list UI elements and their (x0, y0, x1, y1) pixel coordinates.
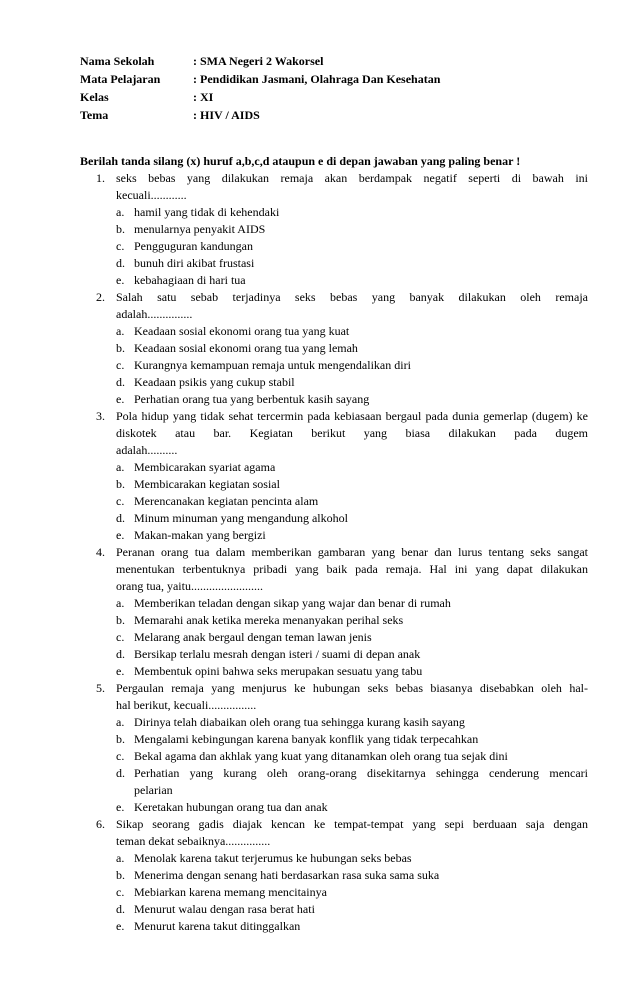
answer-option (116, 612, 588, 629)
question-item (80, 408, 588, 544)
question-number: 2. (96, 290, 105, 304)
option-text: Memarahi anak ketika mereka menanyakan perihal seks (134, 613, 404, 627)
option-letter: d. (116, 766, 125, 780)
option-letter: c. (116, 885, 125, 899)
option-text-line: pelarian (134, 783, 173, 797)
option-letter: a. (116, 324, 125, 338)
option-letter: c. (116, 239, 125, 253)
question-text-line: Sikap seorang gadis diajak kencan ke tempat-tempat yang sepi berduaan saja dengan (116, 817, 588, 831)
question-text-line: kecuali............ (116, 188, 187, 202)
option-text (134, 765, 588, 799)
answer-option (116, 867, 588, 884)
option-letter: b. (116, 477, 125, 491)
answer-option (116, 765, 588, 799)
answer-option (116, 595, 588, 612)
option-letter: a. (116, 715, 125, 729)
answer-option (116, 238, 588, 255)
header-row (80, 70, 440, 88)
option-text: Mengalami kebingungan karena banyak konflik yang tidak terpecahkan (134, 732, 479, 746)
answer-option (116, 357, 588, 374)
question-text-line: (dugem) ke diskotek atau bar. Kegiatan berikut yang biasa dilakukan pada dugem (116, 409, 589, 440)
answer-option (116, 476, 588, 493)
answer-option (116, 391, 588, 408)
instruction-text: Berilah tanda silang (x) huruf a,b,c,d ataupun e di depan jawaban yang paling benar ! (80, 154, 521, 168)
option-text: menularnya penyakit AIDS (134, 222, 266, 236)
question-text-line: adalah............... (116, 307, 193, 321)
answer-option (116, 221, 588, 238)
question-item (80, 170, 588, 289)
answer-option (116, 629, 588, 646)
header-key: Mata Pelajaran (80, 72, 161, 86)
option-letter: e. (116, 273, 125, 287)
option-letter: b. (116, 222, 125, 236)
question-text-line: Salah satu sebab terjadinya seks bebas yang banyak dilakukan oleh remaja (116, 290, 588, 304)
option-letter: c. (116, 630, 125, 644)
option-letter: a. (116, 205, 125, 219)
option-letter: a. (116, 460, 125, 474)
answer-option (116, 799, 588, 816)
question-item (80, 680, 588, 816)
header-value: : Pendidikan Jasmani, Olahraga Dan Kesehatan (193, 72, 441, 86)
question-number: 6. (96, 817, 105, 831)
answer-option (116, 459, 588, 476)
answer-option (116, 850, 588, 867)
option-text: bunuh diri akibat frustasi (134, 256, 255, 270)
option-text: Kurangnya kemampuan remaja untuk mengendalikan diri (134, 358, 411, 372)
option-letter: c. (116, 494, 125, 508)
option-text: Dirinya telah diabaikan oleh orang tua sehingga kurang kasih sayang (134, 715, 465, 729)
header-key: Tema (80, 108, 109, 122)
option-letter: d. (116, 256, 125, 270)
question-text-line: teman dekat sebaiknya............... (116, 834, 271, 848)
option-letter: b. (116, 868, 125, 882)
question-text-line: Pergaulan remaja yang menjurus ke hubungan seks bebas biasanya disebabkan oleh hal- (116, 681, 588, 695)
question-item (80, 544, 588, 680)
header-row (80, 88, 440, 106)
question-text-line: hal berikut, kecuali................ (116, 698, 257, 712)
question-text-line: orang tua, yaitu........................ (116, 579, 263, 593)
option-text: Membicarakan syariat agama (134, 460, 276, 474)
question-text (116, 289, 588, 323)
question-number: 4. (96, 545, 105, 559)
question-text-line: adalah.......... (116, 443, 178, 457)
question-text-line: seks bebas yang dilakukan remaja akan berdampak negatif seperti di bawah ini (116, 171, 588, 185)
option-letter: e. (116, 800, 125, 814)
question-text (116, 544, 588, 595)
option-text: Menolak karena takut terjerumus ke hubungan seks bebas (134, 851, 412, 865)
answer-option (116, 714, 588, 731)
answer-option (116, 663, 588, 680)
option-letter: a. (116, 851, 125, 865)
question-number: 3. (96, 409, 105, 423)
option-text: Membicarakan kegiatan sosial (134, 477, 280, 491)
option-letter: e. (116, 919, 125, 933)
option-letter: d. (116, 647, 125, 661)
option-text: Melarang anak bergaul dengan teman lawan jenis (134, 630, 372, 644)
option-text: Menerima dengan senang hati berdasarkan rasa suka sama suka (134, 868, 440, 882)
question-text (116, 816, 588, 850)
answer-option (116, 340, 588, 357)
question-list (80, 170, 588, 935)
option-letter: c. (116, 358, 125, 372)
question-text-line: Pola hidup yang tidak sehat tercermin pada kebiasaan bergaul pada dunia gemerlap (116, 409, 528, 423)
answer-option (116, 510, 588, 527)
option-text: Keretakan hubungan orang tua dan anak (134, 800, 328, 814)
answer-option (116, 255, 588, 272)
header-value: : XI (193, 90, 214, 104)
answer-option (116, 527, 588, 544)
answer-option (116, 323, 588, 340)
header-row (80, 106, 440, 124)
header-key: Nama Sekolah (80, 54, 155, 68)
answer-option (116, 204, 588, 221)
question-text (116, 680, 588, 714)
option-text: Perhatian orang tua yang berbentuk kasih sayang (134, 392, 370, 406)
question-number: 1. (96, 171, 105, 185)
answer-option (116, 748, 588, 765)
answer-option (116, 646, 588, 663)
option-text: Keadaan sosial ekonomi orang tua yang lemah (134, 341, 358, 355)
question-text (116, 170, 588, 204)
answer-option (116, 901, 588, 918)
question-text-line: Peranan orang tua dalam memberikan gambaran yang benar dan lurus tentang seks sangat (116, 545, 588, 559)
question-text-line: menentukan terbentuknya pribadi yang baik pada remaja. Hal ini yang dapat dilakukan (116, 562, 588, 576)
answer-option (116, 918, 588, 935)
option-text: Makan-makan yang bergizi (134, 528, 266, 542)
option-text: Mebiarkan karena memang mencitainya (134, 885, 327, 899)
option-text: Pengguguran kandungan (134, 239, 253, 253)
header-value: : SMA Negeri 2 Wakorsel (193, 54, 324, 68)
option-letter: a. (116, 596, 125, 610)
option-text: Memberikan teladan dengan sikap yang wajar dan benar di rumah (134, 596, 451, 610)
option-text: kebahagiaan di hari tua (134, 273, 246, 287)
answer-option (116, 374, 588, 391)
option-text: Membentuk opini bahwa seks merupakan sesuatu yang tabu (134, 664, 423, 678)
option-letter: d. (116, 902, 125, 916)
option-letter: c. (116, 749, 125, 763)
answer-option (116, 884, 588, 901)
answer-option (116, 731, 588, 748)
header-row (80, 52, 440, 70)
option-letter: b. (116, 341, 125, 355)
option-text: Keadaan sosial ekonomi orang tua yang kuat (134, 324, 350, 338)
option-letter: b. (116, 732, 125, 746)
option-letter: e. (116, 392, 125, 406)
option-letter: d. (116, 511, 125, 525)
document-header (80, 52, 440, 124)
option-text: Menurut karena takut ditinggalkan (134, 919, 301, 933)
option-text: Minum minuman yang mengandung alkohol (134, 511, 348, 525)
header-key: Kelas (80, 90, 109, 104)
option-letter: e. (116, 664, 125, 678)
option-letter: e. (116, 528, 125, 542)
option-text: Keadaan psikis yang cukup stabil (134, 375, 295, 389)
option-text: hamil yang tidak di kehendaki (134, 205, 280, 219)
question-number: 5. (96, 681, 105, 695)
option-text-line: Perhatian yang kurang oleh orang-orang disekitarnya sehingga cenderung mencari (134, 766, 588, 780)
question-item (80, 816, 588, 935)
answer-option (116, 493, 588, 510)
answer-option (116, 272, 588, 289)
option-text: Bersikap terlalu mesrah dengan isteri / suami di depan anak (134, 647, 421, 661)
option-letter: b. (116, 613, 125, 627)
question-item (80, 289, 588, 408)
option-letter: d. (116, 375, 125, 389)
option-text: Merencanakan kegiatan pencinta alam (134, 494, 319, 508)
header-value: : HIV / AIDS (193, 108, 260, 122)
question-text (116, 408, 588, 459)
option-text: Bekal agama dan akhlak yang kuat yang ditanamkan oleh orang tua sejak dini (134, 749, 508, 763)
option-text: Menurut walau dengan rasa berat hati (134, 902, 315, 916)
